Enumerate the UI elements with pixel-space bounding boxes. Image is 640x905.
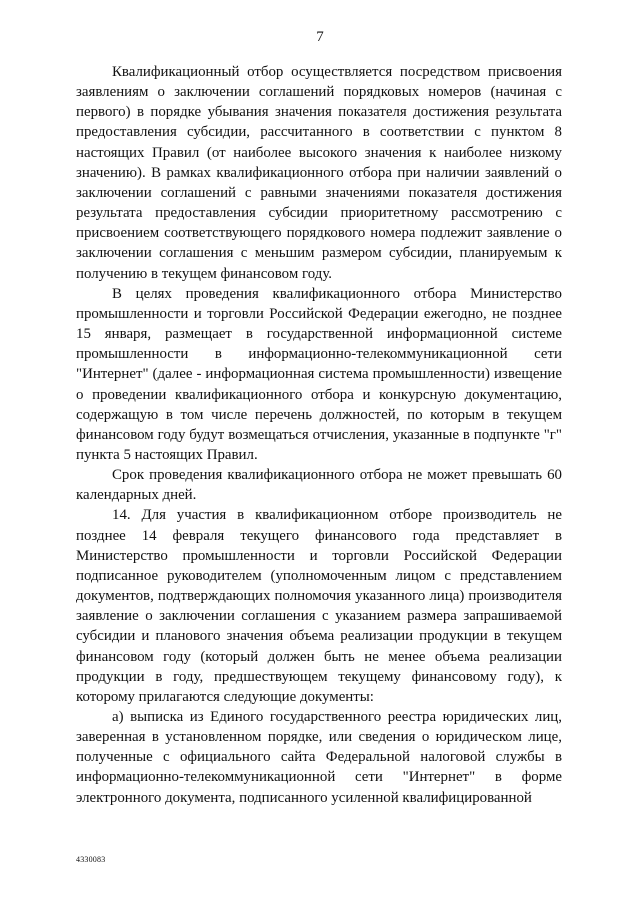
footer-document-code: 4330083 — [76, 855, 106, 864]
paragraph-duration: Срок проведения квалификационного отбора не может превышать 60 календарных дней. — [76, 467, 562, 504]
paragraph-subitem-a: а) выписка из Единого государственного реестра юридических лиц, заверенная в установленном порядке, или сведения о юридическом лице, полученные с официального сайта Федеральной налоговой службы в информационно-телекоммуникационной сети "Интернет" в форме электронного документа, подписанного усиленной квалифицированной — [76, 709, 562, 806]
paragraph-qualification-order: Квалификационный отбор осуществляется посредством присвоения заявлениям о заключении соглашений порядковых номеров (начиная с первого) в порядке убывания значения показателя достижения результата предоставления субсидии, рассчитанного в соответствии с пунктом 8 настоящих Правил (от наиболее высокого значения к наиболее низкому значению). В рамках квалификационного отбора при наличии заявлений о заключении соглашений с равными значениями показателя достижения результата предоставления субсидии приоритетному рассмотрению с присвоением соответствующего порядкового номера подлежит заявление о заключении соглашения с меньшим размером субсидии, планируемым к получению в текущем финансовом году. — [76, 64, 562, 282]
paragraph-announcement: В целях проведения квалификационного отбора Министерство промышленности и торговли Российской Федерации ежегодно, не позднее 15 января, размещает в государственной информационной системе промышленности в информационно-телекоммуникационной сети "Интернет" (далее - информационная система промышленности) извещение о проведении квалификационного отбора и конкурсную документацию, содержащую в том числе перечень должностей, по которым в текущем финансовом году будут возмещаться отчисления, указанные в подпункте "г" пункта 5 настоящих Правил. — [76, 285, 562, 463]
page-number: 7 — [316, 29, 324, 45]
document-body — [76, 62, 562, 808]
paragraph-item-14: 14. Для участия в квалификационном отборе производитель не позднее 14 февраля текущего финансового года представляет в Министерство промышленности и торговли Российской Федерации подписанное руководителем (уполномоченным лицом с представлением документов, подтверждающих полномочия указанного лица) производителя заявление о заключении соглашения с указанием размера запрашиваемой субсидии и планового значения объема реализации продукции в текущем финансовом году (который должен быть не менее объема реализации продукции в году, предшествующем текущему финансовому году), к которому прилагаются следующие документы: — [76, 507, 562, 705]
